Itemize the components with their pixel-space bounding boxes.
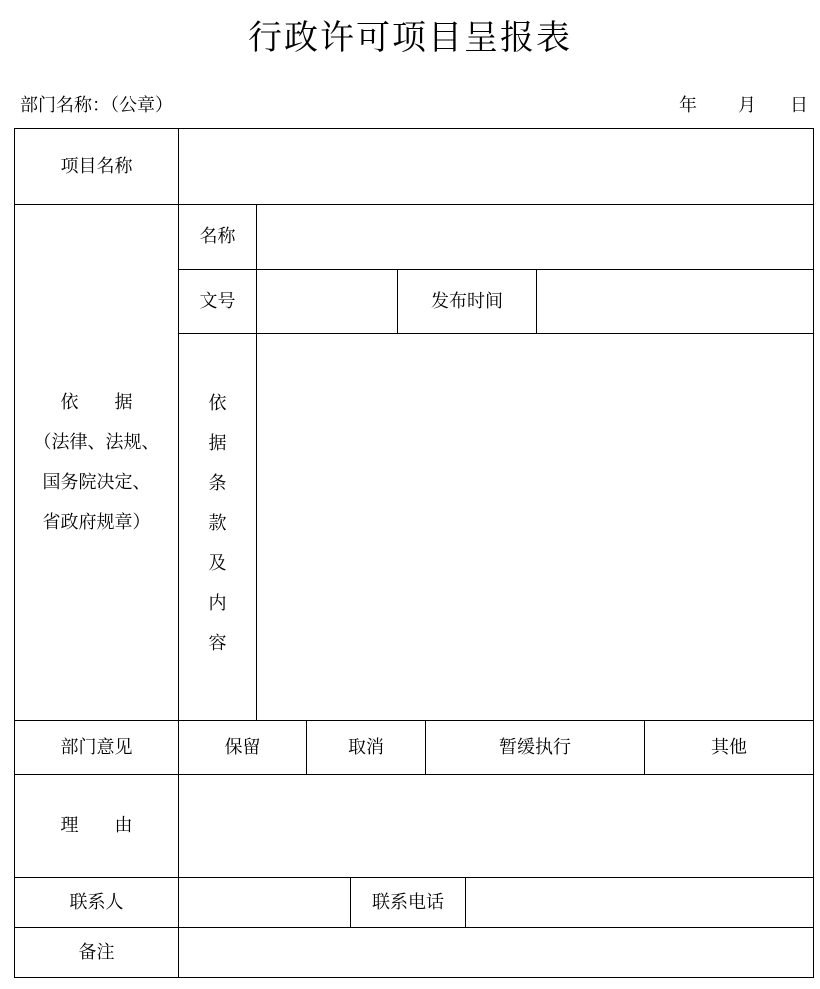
table-border-right [813, 128, 814, 978]
basis-label [15, 205, 178, 720]
opinion-option-suspend[interactable]: 暂缓执行 [499, 736, 571, 758]
date-day-label: 日 [790, 95, 808, 116]
contact-person-field[interactable] [179, 878, 350, 927]
doc-no-label: 文号 [199, 290, 236, 312]
basis-label-line-2: （法律、法规、 [33, 431, 160, 453]
doc-no-field[interactable] [257, 270, 397, 333]
date-month-label: 月 [738, 95, 756, 116]
date-year-label: 年 [679, 95, 697, 116]
opinion-option-retain[interactable]: 保留 [224, 736, 261, 758]
basis-content-char-2: 据 [208, 433, 227, 454]
basis-content-char-4: 款 [208, 513, 227, 534]
reason-field[interactable] [179, 775, 813, 877]
opinion-option-other[interactable]: 其他 [711, 736, 747, 758]
publish-time-field[interactable] [537, 270, 813, 333]
opinion-option-cancel[interactable]: 取消 [348, 736, 384, 758]
basis-content-char-7: 容 [208, 633, 227, 654]
basis-content-char-5: 及 [208, 553, 227, 574]
basis-content-char-6: 内 [208, 593, 227, 614]
basis-content-field[interactable] [257, 334, 813, 720]
project-name-label: 项目名称 [60, 155, 133, 177]
name-field[interactable] [257, 205, 813, 269]
basis-content-char-3: 条 [208, 473, 227, 494]
basis-content-char-1: 依 [208, 393, 227, 414]
contact-person-label: 联系人 [69, 891, 124, 913]
contact-phone-label: 联系电话 [372, 891, 444, 913]
dept-name-label: 部门名称：（公章） [20, 95, 173, 116]
name-label: 名称 [199, 226, 236, 247]
publish-time-label: 发布时间 [431, 290, 503, 312]
reason-label: 理 由 [60, 815, 133, 836]
basis-label-line-3: 国务院决定、 [42, 471, 151, 493]
basis-label-line-1: 依 据 [60, 391, 133, 413]
form-title: 行政许可项目呈报表 [248, 18, 572, 58]
remarks-label: 备注 [78, 941, 115, 963]
contact-phone-field[interactable] [466, 878, 813, 927]
table-border-bottom [14, 977, 814, 978]
dept-opinion-label: 部门意见 [60, 736, 133, 758]
remarks-field[interactable] [179, 928, 813, 977]
basis-label-line-4: 省政府规章） [42, 511, 151, 533]
project-name-field[interactable] [179, 129, 813, 204]
basis-content-label [179, 334, 256, 720]
